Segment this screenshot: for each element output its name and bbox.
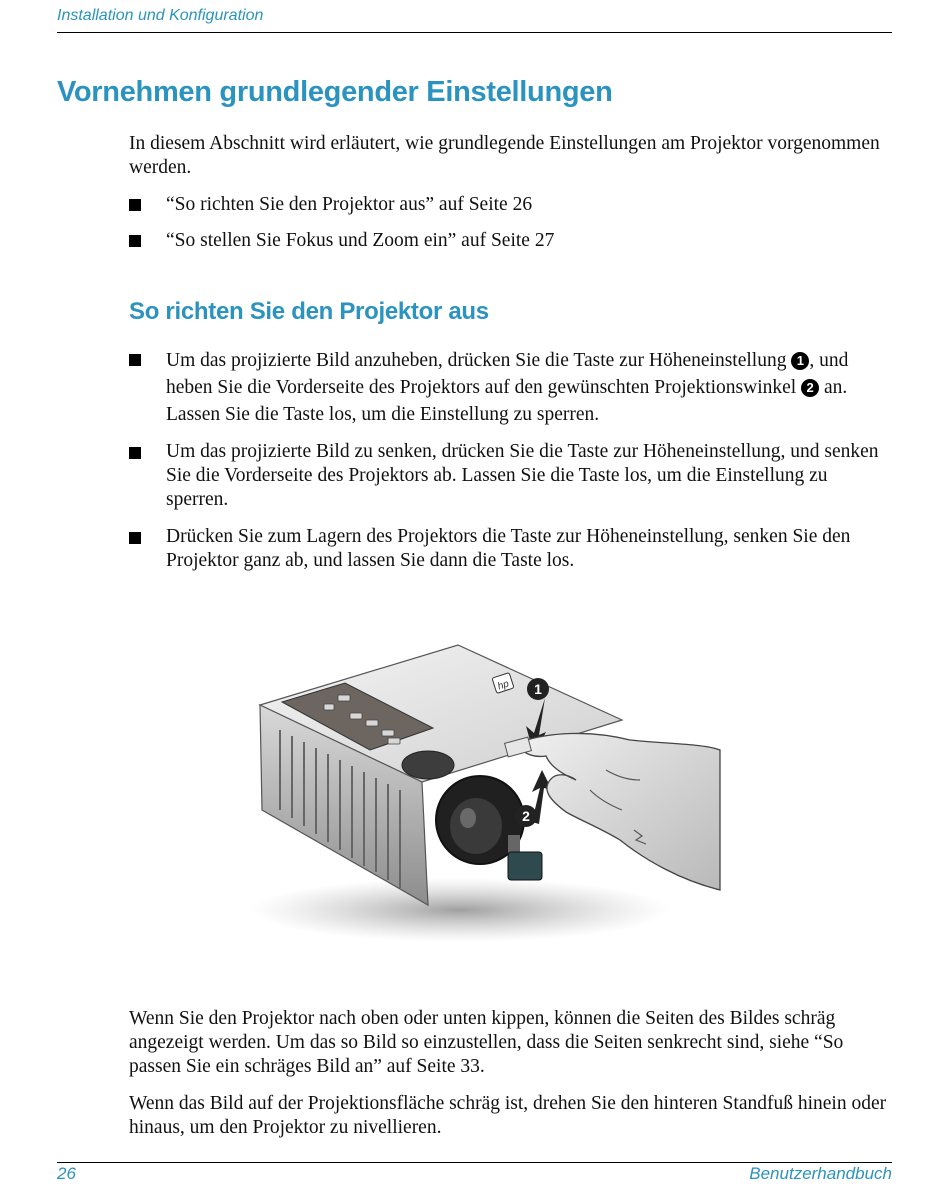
bullet-text-part: an. Lassen Sie die Taste los, um die Einstellung zu sperren.	[166, 377, 848, 425]
hand-shape	[520, 733, 720, 890]
header-rule	[57, 32, 892, 33]
section-title: Vornehmen grundlegender Einstellungen	[57, 76, 613, 108]
bullet-square-icon	[129, 354, 141, 366]
link-text[interactable]: “So richten Sie den Projektor aus” auf Seite 26	[166, 194, 533, 215]
list-item	[129, 525, 891, 573]
callout-two-icon: 2	[801, 379, 819, 397]
logo-text: hp	[496, 678, 511, 693]
bullet-text-part: Um das projizierte Bild anzuheben, drücken Sie die Taste zur Höheneinstellung	[166, 350, 787, 371]
callout-two-label: 2	[522, 808, 530, 824]
callout-one-label: 1	[534, 681, 542, 697]
bullet-text	[166, 347, 891, 428]
list-item	[129, 192, 891, 218]
projector-illustration	[250, 640, 725, 945]
bullet-square-icon	[129, 532, 141, 544]
bullet-text: Um das projizierte Bild zu senken, drücken Sie die Taste zur Höheneinstellung, und senken Sie die Vorderseite des Projektors ab. Lassen Sie die Taste los, um die Einstellung zu sperren.	[166, 441, 879, 510]
bullet-text: Drücken Sie zum Lagern des Projektors die Taste zur Höheneinstellung, senken Sie den Projektor ganz ab, und lassen Sie dann die Taste los.	[166, 526, 851, 571]
bullet-square-icon	[129, 199, 141, 211]
list-item	[129, 347, 891, 428]
list-item	[129, 228, 891, 254]
list-item	[129, 440, 891, 512]
link-text[interactable]: “So stellen Sie Fokus und Zoom ein” auf Seite 27	[166, 230, 555, 251]
elevator-foot	[508, 852, 542, 880]
body-paragraph: Wenn das Bild auf der Projektionsfläche schräg ist, drehen Sie den hinteren Standfuß hinein oder hinaus, um den Projektor zu nivellieren.	[129, 1093, 887, 1138]
body-paragraph: Wenn Sie den Projektor nach oben oder unten kippen, können die Seiten des Bildes schräg angezeigt werden. Um das so Bild so einzustellen, dass die Seiten senkrecht sind, siehe “So passen Sie ein schräges Bild an” auf Seite 33.	[129, 1008, 844, 1077]
lens-glass	[450, 798, 502, 854]
bullet-square-icon	[129, 447, 141, 459]
bullet-square-icon	[129, 235, 141, 247]
page-number: 26	[57, 1164, 76, 1183]
running-header: Installation und Konfiguration	[57, 7, 264, 24]
zoom-ring	[402, 751, 454, 779]
intro-paragraph: In diesem Abschnitt wird erläutert, wie grundlegende Einstellungen am Projektor vorgenommen werden.	[129, 133, 880, 178]
subsection-title: So richten Sie den Projektor aus	[129, 298, 489, 325]
shadow-shape	[250, 878, 670, 942]
bullet-text-part: , und heben Sie die Vorderseite des Projektors auf den gewünschten Projektionswinkel	[166, 350, 849, 398]
callout-one-icon: 1	[791, 352, 809, 370]
footer-rule	[57, 1162, 892, 1163]
book-title: Benutzerhandbuch	[749, 1164, 892, 1183]
